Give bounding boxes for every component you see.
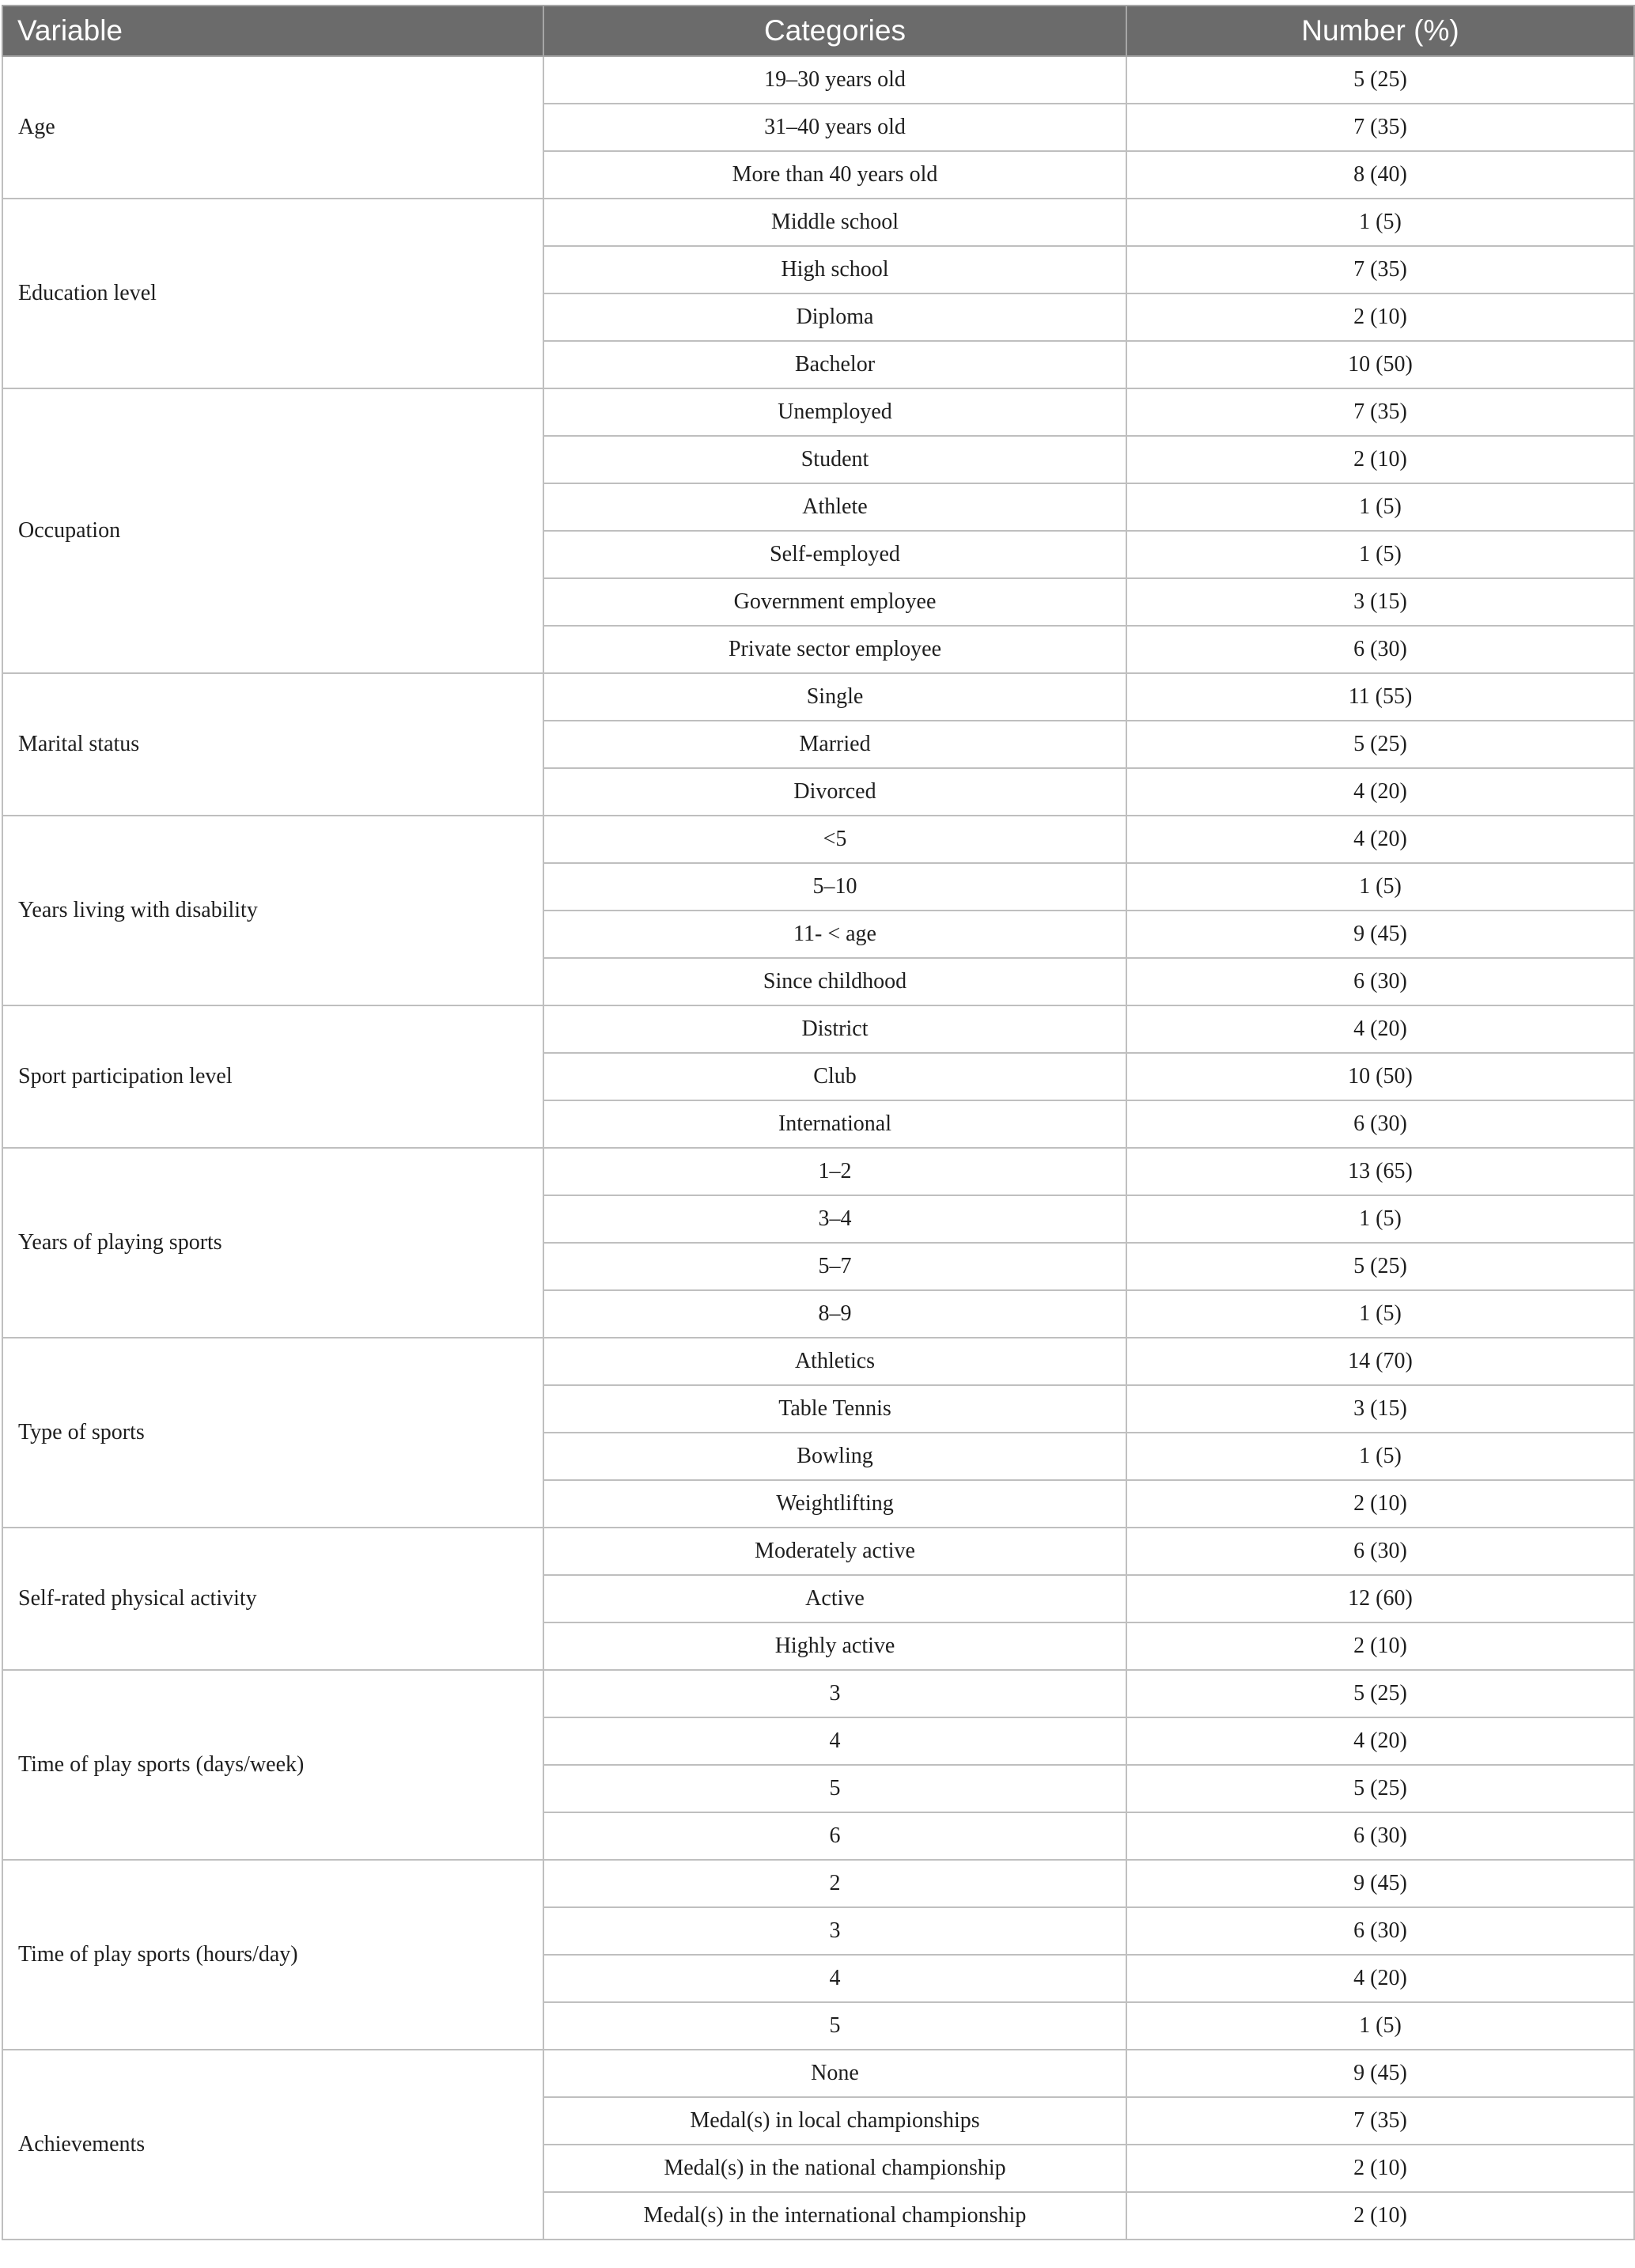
table-row bbox=[2, 1148, 1634, 1195]
category-cell: Unemployed bbox=[543, 388, 1126, 436]
category-cell: Club bbox=[543, 1053, 1126, 1100]
category-cell: 8–9 bbox=[543, 1290, 1126, 1338]
number-cell: 2 (10) bbox=[1126, 436, 1634, 483]
category-cell: Self-employed bbox=[543, 531, 1126, 578]
category-cell: Medal(s) in the national championship bbox=[543, 2145, 1126, 2192]
category-cell: 5–7 bbox=[543, 1243, 1126, 1290]
category-cell: More than 40 years old bbox=[543, 151, 1126, 199]
number-cell: 8 (40) bbox=[1126, 151, 1634, 199]
number-cell: 7 (35) bbox=[1126, 104, 1634, 151]
number-cell: 4 (20) bbox=[1126, 768, 1634, 816]
number-cell: 5 (25) bbox=[1126, 56, 1634, 104]
number-cell: 1 (5) bbox=[1126, 1195, 1634, 1243]
category-cell: Since childhood bbox=[543, 958, 1126, 1005]
number-cell: 6 (30) bbox=[1126, 1907, 1634, 1955]
category-cell: 4 bbox=[543, 1955, 1126, 2002]
category-cell: 5 bbox=[543, 2002, 1126, 2050]
table-row bbox=[2, 1005, 1634, 1053]
category-cell: Weightlifting bbox=[543, 1480, 1126, 1528]
category-cell: Bachelor bbox=[543, 341, 1126, 388]
number-cell: 2 (10) bbox=[1126, 2192, 1634, 2240]
number-cell: 3 (15) bbox=[1126, 578, 1634, 626]
category-cell: Married bbox=[543, 721, 1126, 768]
number-cell: 1 (5) bbox=[1126, 863, 1634, 911]
category-cell: 3–4 bbox=[543, 1195, 1126, 1243]
number-cell: 4 (20) bbox=[1126, 1005, 1634, 1053]
number-cell: 7 (35) bbox=[1126, 2097, 1634, 2145]
category-cell: Middle school bbox=[543, 199, 1126, 246]
table-row bbox=[2, 1860, 1634, 1907]
category-cell: 1–2 bbox=[543, 1148, 1126, 1195]
category-cell: Medal(s) in local championships bbox=[543, 2097, 1126, 2145]
category-cell: 6 bbox=[543, 1812, 1126, 1860]
number-cell: 2 (10) bbox=[1126, 1480, 1634, 1528]
category-cell: 3 bbox=[543, 1907, 1126, 1955]
number-cell: 6 (30) bbox=[1126, 1528, 1634, 1575]
table-row bbox=[2, 56, 1634, 104]
category-cell: 2 bbox=[543, 1860, 1126, 1907]
category-cell: 4 bbox=[543, 1717, 1126, 1765]
variable-cell: Age bbox=[2, 56, 543, 199]
variable-cell: Time of play sports (days/week) bbox=[2, 1670, 543, 1860]
number-cell: 3 (15) bbox=[1126, 1385, 1634, 1433]
header-categories: Categories bbox=[543, 6, 1126, 56]
category-cell: None bbox=[543, 2050, 1126, 2097]
table-row bbox=[2, 816, 1634, 863]
header-row bbox=[2, 6, 1634, 56]
table-body bbox=[2, 56, 1634, 2240]
number-cell: 2 (10) bbox=[1126, 2145, 1634, 2192]
variable-cell: Education level bbox=[2, 199, 543, 388]
demographics-table bbox=[2, 5, 1635, 2240]
category-cell: 3 bbox=[543, 1670, 1126, 1717]
category-cell: Government employee bbox=[543, 578, 1126, 626]
category-cell: 5 bbox=[543, 1765, 1126, 1812]
variable-cell: Marital status bbox=[2, 673, 543, 816]
category-cell: Active bbox=[543, 1575, 1126, 1622]
number-cell: 11 (55) bbox=[1126, 673, 1634, 721]
category-cell: District bbox=[543, 1005, 1126, 1053]
number-cell: 6 (30) bbox=[1126, 958, 1634, 1005]
category-cell: Diploma bbox=[543, 293, 1126, 341]
number-cell: 5 (25) bbox=[1126, 721, 1634, 768]
category-cell: International bbox=[543, 1100, 1126, 1148]
category-cell: Athlete bbox=[543, 483, 1126, 531]
table-row bbox=[2, 199, 1634, 246]
number-cell: 5 (25) bbox=[1126, 1243, 1634, 1290]
category-cell: 5–10 bbox=[543, 863, 1126, 911]
number-cell: 5 (25) bbox=[1126, 1670, 1634, 1717]
variable-cell: Occupation bbox=[2, 388, 543, 673]
category-cell: Student bbox=[543, 436, 1126, 483]
category-cell: Medal(s) in the international championship bbox=[543, 2192, 1126, 2240]
category-cell: Private sector employee bbox=[543, 626, 1126, 673]
category-cell: Divorced bbox=[543, 768, 1126, 816]
number-cell: 4 (20) bbox=[1126, 1955, 1634, 2002]
number-cell: 1 (5) bbox=[1126, 1433, 1634, 1480]
number-cell: 6 (30) bbox=[1126, 1812, 1634, 1860]
number-cell: 2 (10) bbox=[1126, 293, 1634, 341]
variable-cell: Sport participation level bbox=[2, 1005, 543, 1148]
variable-cell: Time of play sports (hours/day) bbox=[2, 1860, 543, 2050]
header-number: Number (%) bbox=[1126, 6, 1634, 56]
number-cell: 1 (5) bbox=[1126, 199, 1634, 246]
number-cell: 2 (10) bbox=[1126, 1622, 1634, 1670]
category-cell: Bowling bbox=[543, 1433, 1126, 1480]
table-header bbox=[2, 6, 1634, 56]
number-cell: 7 (35) bbox=[1126, 246, 1634, 293]
variable-cell: Years living with disability bbox=[2, 816, 543, 1005]
category-cell: 19–30 years old bbox=[543, 56, 1126, 104]
header-variable: Variable bbox=[2, 6, 543, 56]
number-cell: 4 (20) bbox=[1126, 1717, 1634, 1765]
category-cell: High school bbox=[543, 246, 1126, 293]
number-cell: 13 (65) bbox=[1126, 1148, 1634, 1195]
number-cell: 1 (5) bbox=[1126, 531, 1634, 578]
variable-cell: Years of playing sports bbox=[2, 1148, 543, 1338]
table-row bbox=[2, 673, 1634, 721]
category-cell: <5 bbox=[543, 816, 1126, 863]
table-row bbox=[2, 1528, 1634, 1575]
variable-cell: Achievements bbox=[2, 2050, 543, 2240]
number-cell: 10 (50) bbox=[1126, 341, 1634, 388]
category-cell: 31–40 years old bbox=[543, 104, 1126, 151]
table-row bbox=[2, 1338, 1634, 1385]
number-cell: 1 (5) bbox=[1126, 483, 1634, 531]
number-cell: 1 (5) bbox=[1126, 1290, 1634, 1338]
number-cell: 1 (5) bbox=[1126, 2002, 1634, 2050]
table-row bbox=[2, 2050, 1634, 2097]
number-cell: 14 (70) bbox=[1126, 1338, 1634, 1385]
category-cell: Athletics bbox=[543, 1338, 1126, 1385]
category-cell: Table Tennis bbox=[543, 1385, 1126, 1433]
number-cell: 12 (60) bbox=[1126, 1575, 1634, 1622]
number-cell: 9 (45) bbox=[1126, 1860, 1634, 1907]
variable-cell: Self-rated physical activity bbox=[2, 1528, 543, 1670]
number-cell: 6 (30) bbox=[1126, 1100, 1634, 1148]
category-cell: Single bbox=[543, 673, 1126, 721]
category-cell: Moderately active bbox=[543, 1528, 1126, 1575]
number-cell: 4 (20) bbox=[1126, 816, 1634, 863]
number-cell: 9 (45) bbox=[1126, 911, 1634, 958]
table-row bbox=[2, 388, 1634, 436]
number-cell: 6 (30) bbox=[1126, 626, 1634, 673]
category-cell: 11- < age bbox=[543, 911, 1126, 958]
number-cell: 5 (25) bbox=[1126, 1765, 1634, 1812]
number-cell: 7 (35) bbox=[1126, 388, 1634, 436]
variable-cell: Type of sports bbox=[2, 1338, 543, 1528]
number-cell: 9 (45) bbox=[1126, 2050, 1634, 2097]
category-cell: Highly active bbox=[543, 1622, 1126, 1670]
table-row bbox=[2, 1670, 1634, 1717]
number-cell: 10 (50) bbox=[1126, 1053, 1634, 1100]
